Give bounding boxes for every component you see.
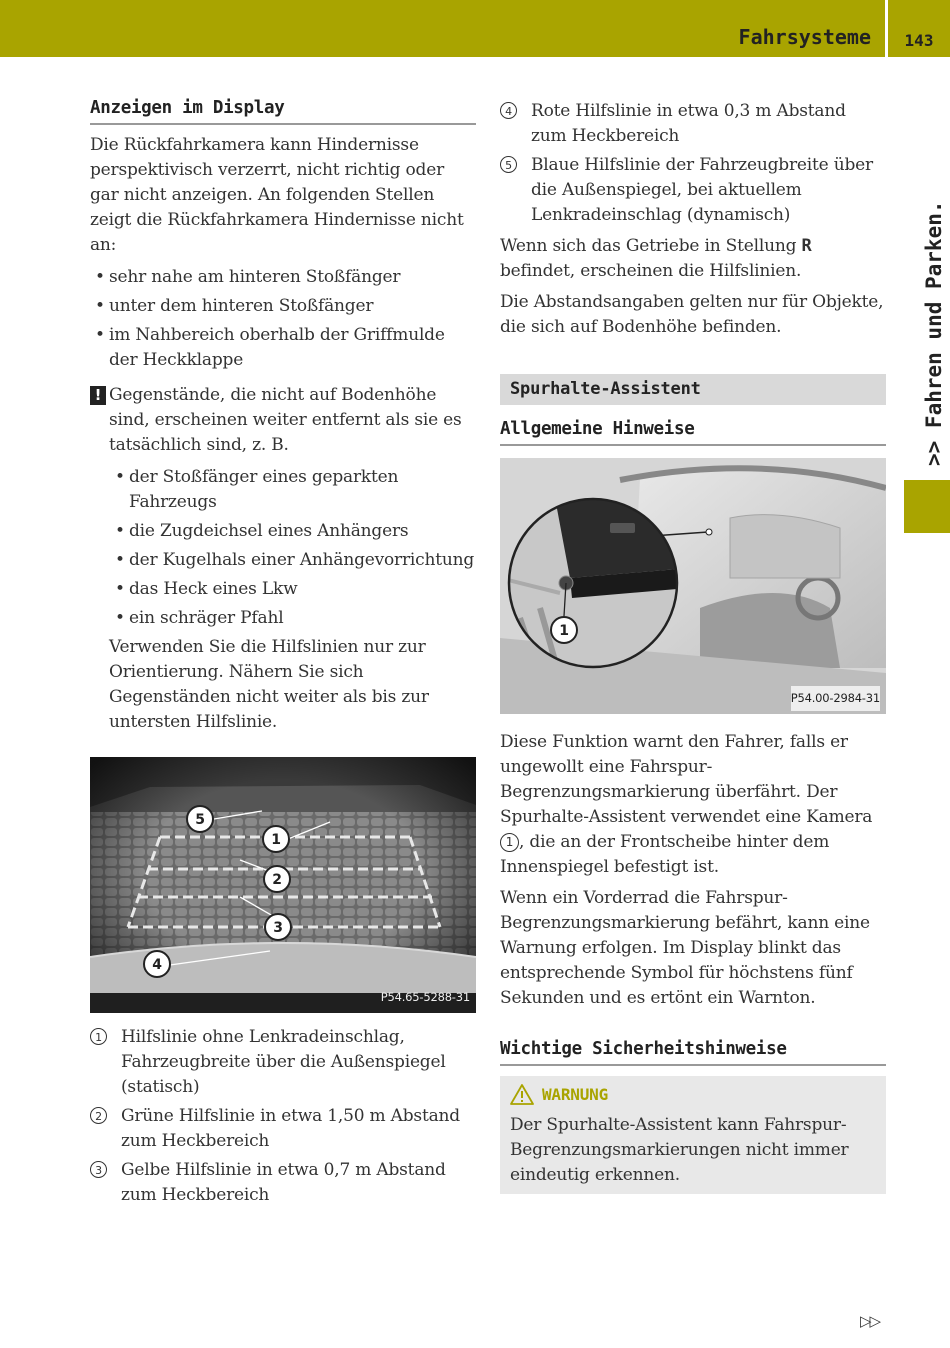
lane-camera-figure xyxy=(500,458,886,714)
legend-text: Rote Hilfslinie in etwa 0,3 m Abstand zum Heckbereich xyxy=(531,101,846,146)
left-column xyxy=(90,96,476,1212)
rear-camera-image xyxy=(90,757,476,1013)
chapter-side-tab xyxy=(904,480,950,533)
figure-code: P54.65-5288-31 xyxy=(380,990,470,1004)
callout-5 xyxy=(187,806,213,832)
legend-text: Blaue Hilfslinie der Fahrzeugbreite über die Außenspiegel, bei aktuellem Lenkradeinschlag (dynamisch) xyxy=(531,155,873,225)
svg-text:2: 2 xyxy=(272,872,282,888)
list-item: • der Kugelhals einer Anhängevorrichtung xyxy=(110,548,476,573)
legend-item xyxy=(500,153,886,228)
warning-title xyxy=(510,1082,876,1107)
callout-3 xyxy=(265,914,291,940)
svg-text:5: 5 xyxy=(195,812,205,828)
function-description: Diese Funktion warnt den Fahrer, falls er ungewollt eine Fahrspur-Begrenzungsmarkierung überfährt. Der Spurhalte-Assistent verwendet eine Kamera 1 , die an der Frontscheibe hinter dem Innenspiegel befestigt ist. xyxy=(500,732,873,877)
page-number: 143 xyxy=(904,31,934,50)
legend-item xyxy=(90,1025,476,1100)
svg-text:1: 1 xyxy=(271,832,281,848)
warning-text: Der Spurhalte-Assistent kann Fahrspur-Begrenzungsmarkierungen nicht immer eindeutig erkennen. xyxy=(510,1115,849,1185)
section-heading-display: Anzeigen im Display xyxy=(90,96,476,125)
callout-camera xyxy=(551,617,577,643)
warning-box xyxy=(500,1076,886,1194)
object-examples-list xyxy=(110,465,476,631)
number-circle-icon: 5 xyxy=(500,156,517,173)
legend-list xyxy=(90,1025,476,1208)
notice-text: Gegenstände, die nicht auf Bodenhöhe sind, erscheinen weiter entfernt als sie es tatsächlich sind, z. B. xyxy=(109,385,462,455)
subheading-general: Allgemeine Hinweise xyxy=(500,417,886,446)
blind-spot-list xyxy=(90,265,476,373)
right-column xyxy=(500,99,886,1194)
legend-item xyxy=(90,1158,476,1208)
callout-2 xyxy=(264,866,290,892)
notice-paragraph xyxy=(90,383,476,458)
list-item: • die Zugdeichsel eines Anhängers xyxy=(110,519,476,544)
number-circle-icon: 1 xyxy=(500,833,519,852)
svg-text:1: 1 xyxy=(559,623,569,639)
legend-text: Hilfslinie ohne Lenkradeinschlag, Fahrzeugbreite über die Außenspiegel (statisch) xyxy=(121,1027,446,1097)
page-header-title: Fahrsysteme xyxy=(738,25,871,49)
legend-list-continued xyxy=(500,99,886,228)
number-circle-icon: 2 xyxy=(90,1107,107,1124)
exclamation-icon: ! xyxy=(90,386,106,405)
chapter-side-label: >> Fahren und Parken. xyxy=(922,200,946,466)
number-circle-icon: 3 xyxy=(90,1161,107,1178)
advice-paragraph: Verwenden Sie die Hilfslinien nur zur Orientierung. Nähern Sie sich Gegenständen nicht weiter als bis zur untersten Hilfslinie. xyxy=(109,637,429,732)
warning-triangle-icon xyxy=(510,1084,534,1105)
list-item: • im Nahbereich oberhalb der Griffmulde der Heckklappe xyxy=(90,323,476,373)
gear-letter: R xyxy=(801,236,812,256)
legend-text: Grüne Hilfslinie in etwa 1,50 m Abstand zum Heckbereich xyxy=(121,1106,460,1151)
legend-item xyxy=(500,99,886,149)
list-item: • sehr nahe am hinteren Stoßfänger xyxy=(90,265,476,290)
warning-label: WARNUNG xyxy=(542,1085,609,1104)
distance-note: Die Abstandsangaben gelten nur für Objekte, die sich auf Bodenhöhe befinden. xyxy=(500,292,884,337)
list-item: • ein schräger Pfahl xyxy=(110,606,476,631)
gear-paragraph: Wenn sich das Getriebe in Stellung R befindet, erscheinen die Hilfslinien. xyxy=(500,236,812,281)
warning-behaviour-paragraph: Wenn ein Vorderrad die Fahrspur-Begrenzungsmarkierung befährt, kann eine Warnung erfolgen. Im Display blinkt das entsprechende Symbol für höchstens fünf Sekunden und es ertönt ein Warnton. xyxy=(500,888,870,1008)
list-item: • der Stoßfänger eines geparkten Fahrzeugs xyxy=(110,465,476,515)
number-circle-icon: 1 xyxy=(90,1028,107,1045)
legend-item xyxy=(90,1104,476,1154)
number-circle-icon: 4 xyxy=(500,102,517,119)
list-item: • das Heck eines Lkw xyxy=(110,577,476,602)
continue-arrows-icon: ▷▷ xyxy=(860,1312,880,1330)
svg-text:3: 3 xyxy=(273,920,283,936)
callout-1 xyxy=(263,826,289,852)
rear-camera-figure xyxy=(90,757,476,1013)
figure-code: P54.00-2984-31 xyxy=(791,686,880,711)
lane-camera-image xyxy=(500,458,886,714)
section-title-lane-assist: Spurhalte-Assistent xyxy=(500,374,886,405)
svg-text:4: 4 xyxy=(152,957,162,973)
intro-paragraph: Die Rückfahrkamera kann Hindernisse perspektivisch verzerrt, nicht richtig oder gar nicht anzeigen. An folgenden Stellen zeigt die Rückfahrkamera Hindernisse nicht an: xyxy=(90,135,464,255)
callout-4 xyxy=(144,951,170,977)
subheading-safety: Wichtige Sicherheitshinweise xyxy=(500,1037,886,1066)
legend-text: Gelbe Hilfslinie in etwa 0,7 m Abstand zum Heckbereich xyxy=(121,1160,446,1205)
list-item: • unter dem hinteren Stoßfänger xyxy=(90,294,476,319)
